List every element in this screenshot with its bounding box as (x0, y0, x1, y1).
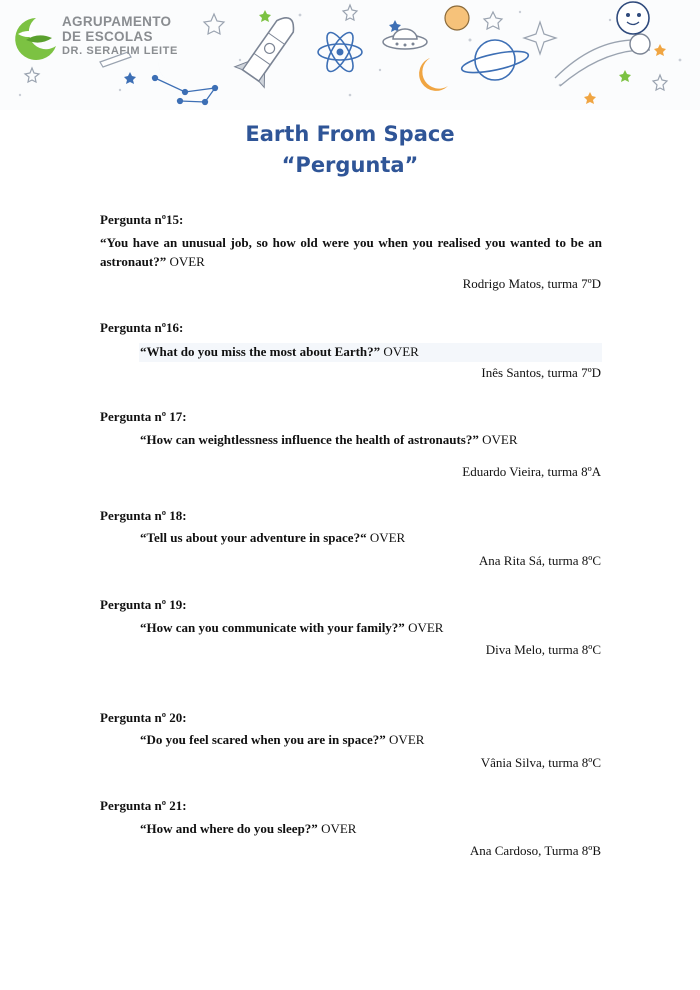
question-text (140, 432, 518, 448)
school-logo-text (62, 14, 178, 59)
over-word: OVER (383, 344, 419, 359)
page-title: Earth From Space (245, 122, 455, 146)
question-text (140, 620, 443, 636)
question-label: Pergunta nº16: (100, 320, 184, 335)
question-body: “Do you feel scared when you are in space?” (140, 732, 386, 747)
page-header (0, 0, 700, 110)
question-body: “How can you communicate with your family?” (140, 620, 405, 635)
over-word: OVER (169, 254, 205, 269)
page-subtitle: “Pergunta” (281, 153, 419, 177)
question-author: Vânia Silva, turma 8ºC (480, 755, 601, 770)
question-text (140, 732, 424, 748)
over-word: OVER (482, 432, 518, 447)
over-word: OVER (321, 821, 357, 836)
question-text (140, 821, 356, 837)
question-label: Pergunta nº 21: (100, 798, 187, 813)
logo-line-1: AGRUPAMENTO (62, 14, 172, 29)
over-word: OVER (369, 530, 406, 545)
question-author: Ana Cardoso, Turma 8ºB (469, 843, 601, 858)
question-label: Pergunta nº 19: (100, 597, 187, 612)
over-word: OVER (408, 620, 444, 635)
logo-line-3: DR. SERAFIM LEITE (62, 45, 178, 57)
question-body: “How and where do you sleep?” (140, 821, 318, 836)
question-body: “Tell us about your adventure in space?“ (140, 530, 367, 545)
question-author: Diva Melo, turma 8ºC (485, 642, 601, 657)
question-author: Eduardo Vieira, turma 8ºA (462, 464, 601, 479)
question-body: “You have an unusual job, so how old were you when you realised you wanted to be an astronaut?” (100, 235, 602, 269)
question-author: Rodrigo Matos, turma 7ºD (462, 276, 601, 291)
logo-line-2: DE ESCOLAS (62, 29, 153, 44)
question-label: Pergunta nº 18: (100, 508, 187, 523)
question-body: “What do you miss the most about Earth?” (140, 344, 381, 359)
question-text (100, 233, 602, 271)
question-label: Pergunta nº 17: (100, 409, 187, 424)
school-logo-icon (10, 14, 60, 64)
question-text (140, 344, 419, 360)
question-body: “How can weightlessness influence the health of astronauts?” (140, 432, 479, 447)
question-author: Inês Santos, turma 7ºD (481, 365, 601, 380)
question-author: Ana Rita Sá, turma 8ºC (478, 553, 601, 568)
question-label: Pergunta nº 20: (100, 710, 187, 725)
question-text (140, 530, 405, 546)
question-label: Pergunta nº15: (100, 212, 184, 227)
over-word: OVER (389, 732, 425, 747)
